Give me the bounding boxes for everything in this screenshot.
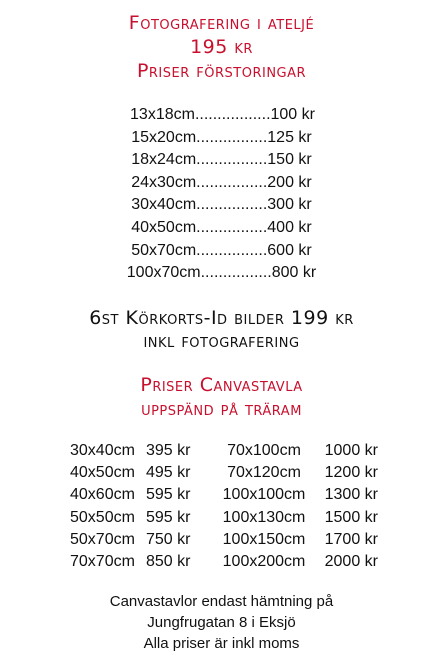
canvas-prices-title: Priser Canvastavla bbox=[140, 374, 303, 396]
canvas-prices-subtitle: uppspänd på träram bbox=[141, 398, 302, 420]
price-row: 24x30cm................200 kr bbox=[131, 173, 312, 191]
canvas-price: 850 kr bbox=[146, 553, 191, 571]
price-row: 30x40cm................300 kr bbox=[131, 196, 312, 214]
price-row: 15x20cm................125 kr bbox=[131, 128, 312, 146]
canvas-price: 595 kr bbox=[146, 508, 191, 526]
canvas-size: 50x50cm bbox=[70, 508, 135, 526]
price-row: 50x70cm................600 kr bbox=[131, 241, 312, 259]
price-row: 40x50cm................400 kr bbox=[131, 218, 312, 236]
canvas-size: 100x150cm bbox=[222, 530, 306, 548]
table-row bbox=[70, 462, 378, 484]
price-row: 13x18cm.................100 kr bbox=[130, 106, 315, 123]
canvas-size: 40x60cm bbox=[70, 486, 135, 504]
pickup-info bbox=[0, 591, 443, 654]
canvas-price: 595 kr bbox=[146, 486, 191, 504]
canvas-size: 100x100cm bbox=[222, 486, 306, 504]
canvas-price: 2000 kr bbox=[324, 553, 378, 571]
table-row bbox=[70, 507, 378, 529]
canvas-price: 495 kr bbox=[146, 464, 191, 482]
canvas-size: 70x70cm bbox=[70, 553, 135, 571]
canvas-size: 40x50cm bbox=[70, 464, 135, 482]
canvas-size: 30x40cm bbox=[70, 442, 135, 459]
enlargement-prices-title: Priser förstoringar bbox=[136, 60, 307, 82]
id-photo-offer: 6st Körkorts-Id bilder 199 kr bbox=[89, 307, 354, 329]
studio-session-title: Fotografering i ateljé bbox=[128, 12, 315, 34]
canvas-price: 395 kr bbox=[146, 442, 191, 459]
canvas-price-table bbox=[70, 440, 378, 573]
canvas-size: 100x130cm bbox=[222, 508, 306, 526]
table-row bbox=[70, 440, 378, 462]
canvas-size: 70x100cm bbox=[227, 442, 301, 459]
canvas-size: 50x70cm bbox=[70, 530, 135, 548]
canvas-price: 1700 kr bbox=[324, 530, 378, 548]
table-row bbox=[70, 551, 378, 573]
canvas-price: 1500 kr bbox=[324, 508, 378, 526]
price-row: 100x70cm................800 kr bbox=[126, 264, 317, 282]
table-row bbox=[70, 529, 378, 551]
canvas-price: 750 kr bbox=[146, 530, 191, 548]
price-row: 18x24cm................150 kr bbox=[131, 151, 312, 169]
canvas-size: 100x200cm bbox=[222, 553, 306, 571]
canvas-price: 1200 kr bbox=[324, 464, 378, 482]
pickup-address: Jungfrugatan 8 i Eksjö bbox=[147, 614, 296, 631]
id-photo-offer-note: inkl fotografering bbox=[143, 330, 300, 352]
studio-session-price: 195 kr bbox=[190, 36, 253, 58]
canvas-price: 1300 kr bbox=[324, 486, 378, 504]
vat-note: Alla priser är inkl moms bbox=[143, 635, 300, 652]
enlargement-price-list bbox=[0, 104, 443, 285]
canvas-price: 1000 kr bbox=[324, 442, 378, 459]
table-row bbox=[70, 484, 378, 506]
canvas-size: 70x120cm bbox=[227, 464, 301, 482]
pickup-note: Canvastavlor endast hämtning på bbox=[109, 593, 334, 610]
